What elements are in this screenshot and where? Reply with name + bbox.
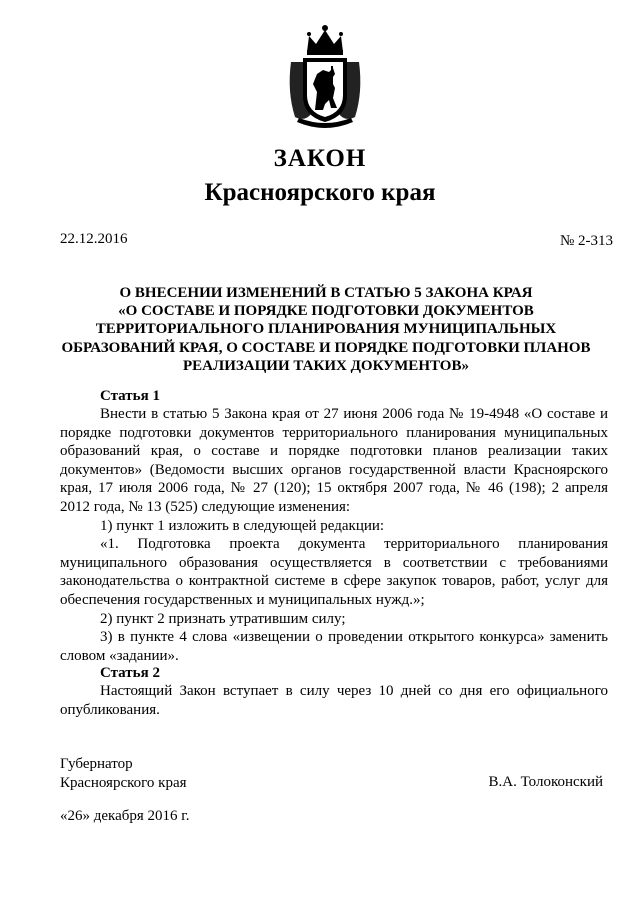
signatory-name: В.А. Толоконский — [488, 774, 603, 790]
text-line: словом «задании». — [60, 647, 179, 664]
article-1-body — [60, 405, 608, 665]
law-number: № 2-313 — [559, 233, 613, 249]
article-1-title: Статья 1 — [100, 388, 160, 404]
text-line: образований края, о составе и порядке подготовки планов реализации таких — [60, 443, 608, 460]
heading-line: ОБРАЗОВАНИЙ КРАЯ, О СОСТАВЕ И ПОРЯДКЕ ПОДГОТОВКИ ПЛАНОВ — [61, 339, 591, 356]
heading-line: РЕАЛИЗАЦИИ ТАКИХ ДОКУМЕНТОВ» — [183, 357, 469, 374]
heading-line: «О СОСТАВЕ И ПОРЯДКЕ ПОДГОТОВКИ ДОКУМЕНТОВ — [118, 303, 534, 320]
text-line: порядке подготовки документов территориального планирования муниципальных — [60, 424, 608, 441]
heading-line: О ВНЕСЕНИИ ИЗМЕНЕНИЙ В СТАТЬЮ 5 ЗАКОНА КРАЯ — [119, 285, 533, 301]
text-line: Настоящий Закон вступает в силу через 10 дней со дня его официального — [100, 683, 608, 699]
document-subtitle: Красноярского края — [204, 179, 436, 206]
document-title: ЗАКОН — [273, 145, 367, 172]
signatory-role-line: Красноярского края — [60, 775, 187, 791]
text-line: «1. Подготовка проекта документа территориального планирования — [100, 536, 608, 553]
text-line: края, 17 июля 2006 года, № 27 (120); 15 октября 2007 года, № 46 (198); 2 апреля — [60, 480, 608, 497]
signatory-role — [60, 755, 187, 793]
text-line: Внести в статью 5 Закона края от 27 июня 2006 года № 19-4948 «О составе и — [100, 406, 608, 422]
heading-line: ТЕРРИТОРИАЛЬНОГО ПЛАНИРОВАНИЯ МУНИЦИПАЛЬНЫХ — [95, 321, 557, 338]
article-2-body — [60, 682, 608, 719]
signatory-role-line: Губернатор — [60, 756, 133, 772]
law-heading — [50, 284, 602, 375]
text-line: опубликования. — [60, 701, 160, 718]
law-date: 22.12.2016 — [60, 231, 128, 247]
text-line: 2) пункт 2 признать утратившим силу; — [100, 610, 346, 627]
text-line: законодательства о контрактной системе в сфере закупок товаров, работ, услуг для — [60, 573, 608, 590]
signature-date: «26» декабря 2016 г. — [60, 808, 190, 824]
text-line: 1) пункт 1 изложить в следующей редакции: — [100, 517, 385, 534]
text-line: документов» (Ведомости высших органов государственной власти Красноярского — [60, 461, 608, 478]
text-line: 3) в пункте 4 слова «извещении о проведении открытого конкурса» заменить — [100, 629, 608, 646]
krasnoyarsk-coat-of-arms-icon — [285, 22, 365, 134]
text-line: 2012 года, № 13 (525) следующие изменения: — [60, 498, 351, 515]
text-line: обеспечения государственных и муниципальных нужд.»; — [60, 591, 425, 608]
text-line: муниципального образования осуществляется в соответствии с требованиями — [60, 554, 608, 571]
article-2-title: Статья 2 — [100, 665, 160, 681]
